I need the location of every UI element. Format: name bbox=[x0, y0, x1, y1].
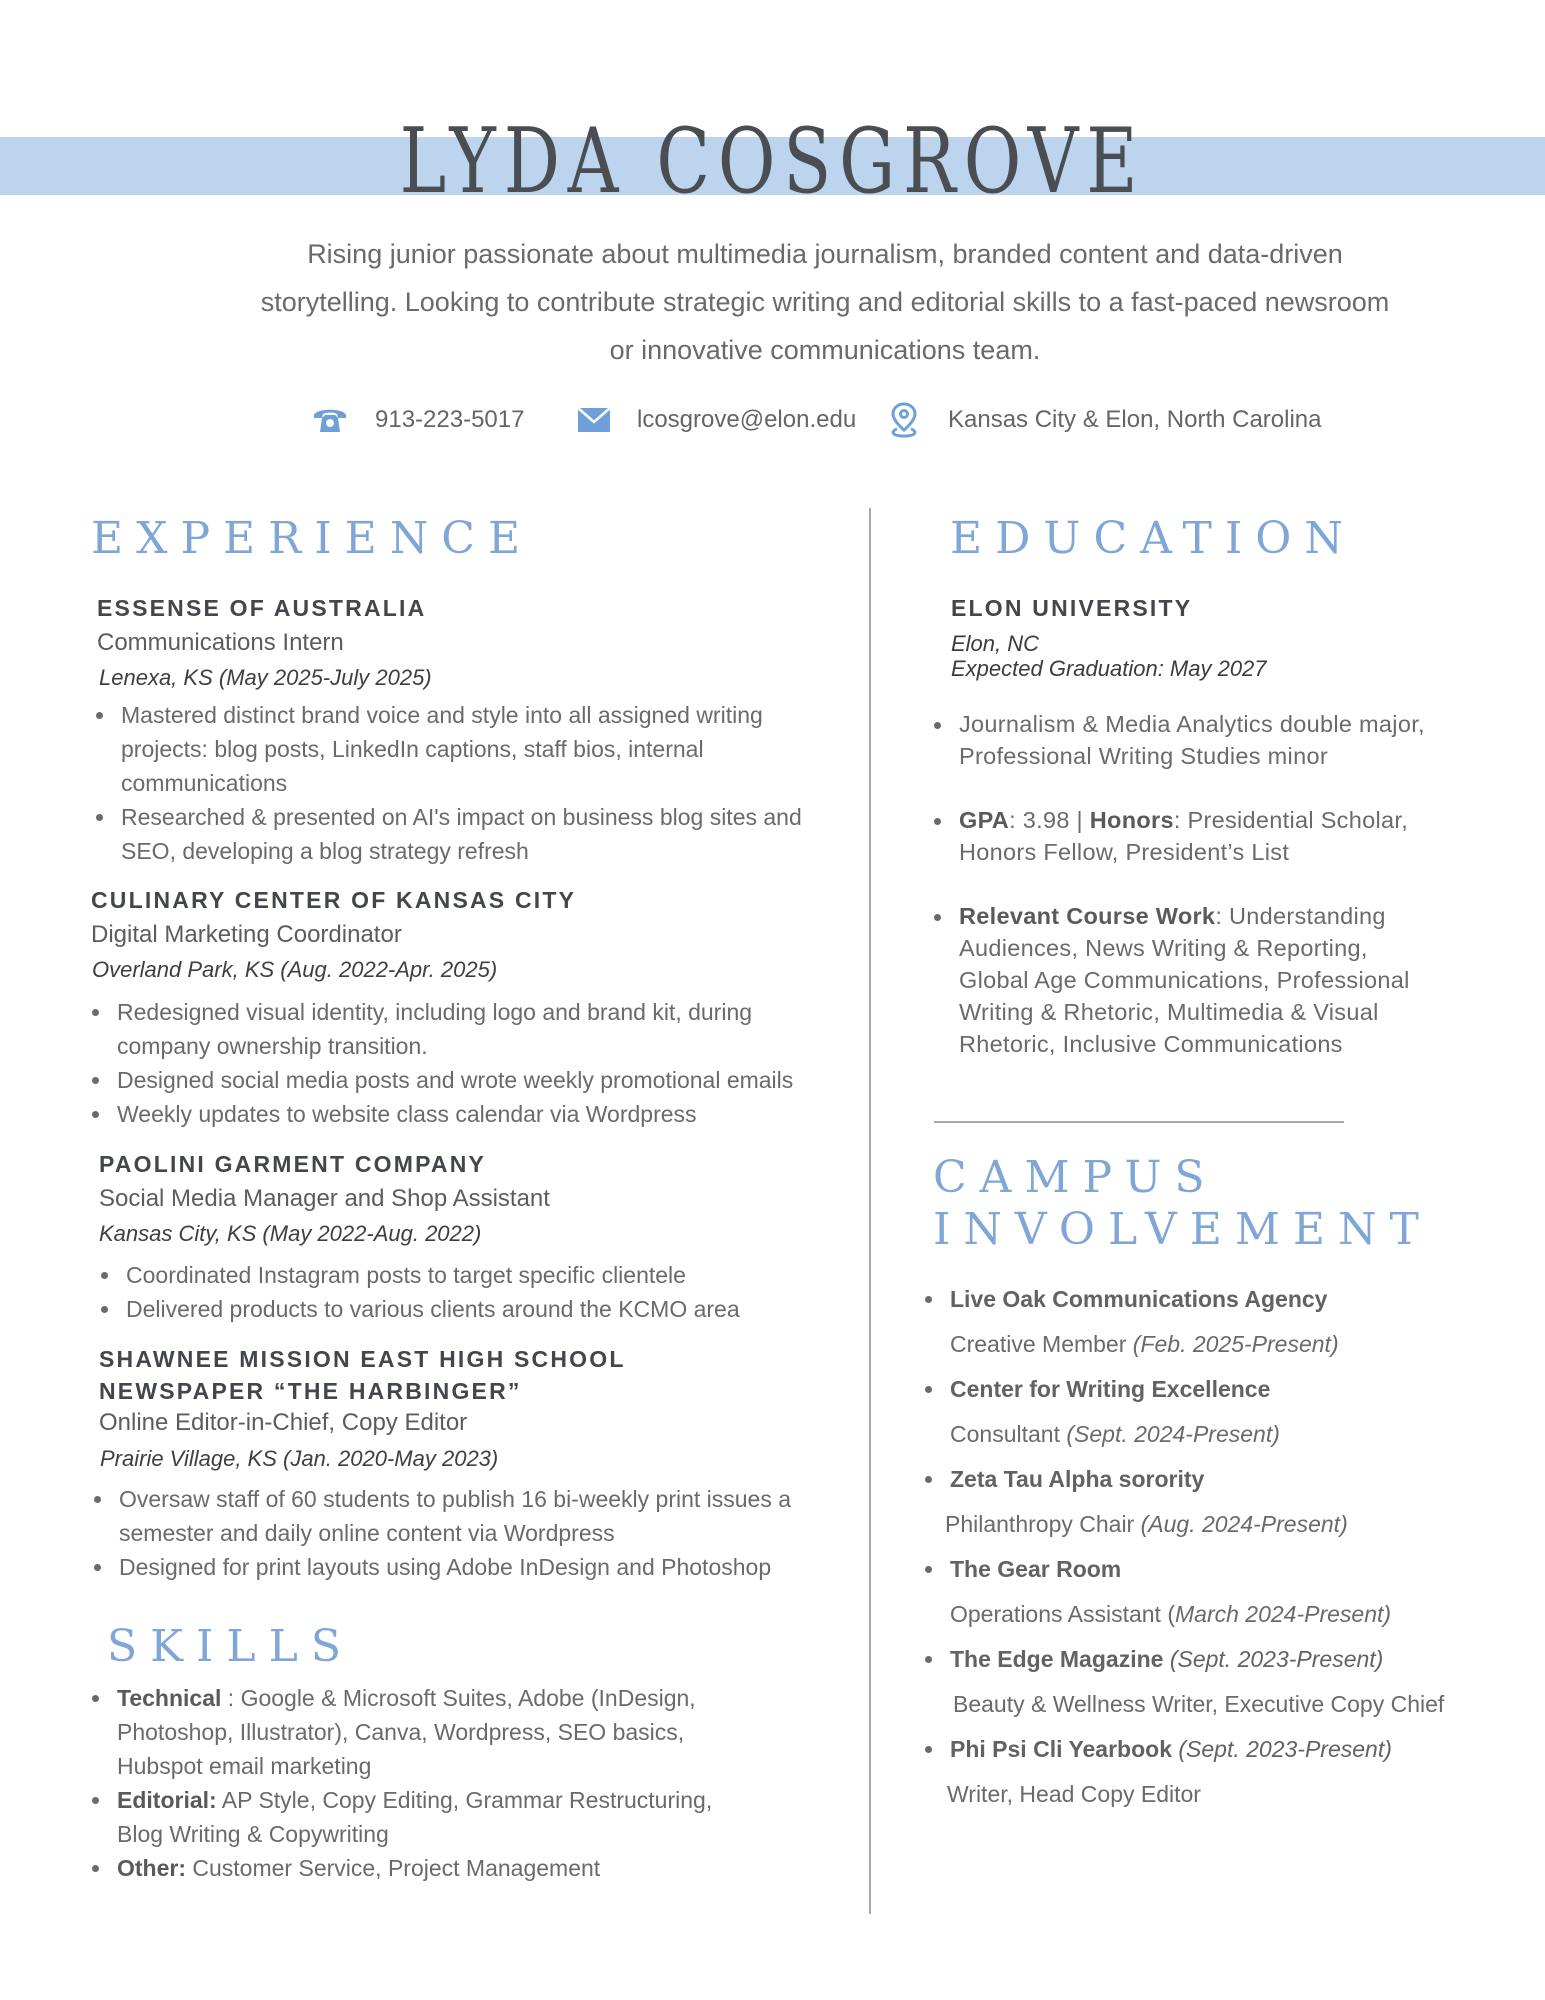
campus-org-name: The Edge Magazine bbox=[950, 1646, 1164, 1672]
list-item: Redesigned visual identity, including logo and brand kit, during company ownership transition. bbox=[117, 995, 837, 1063]
gpa-label: GPA bbox=[959, 807, 1010, 833]
campus-item bbox=[950, 1552, 1490, 1631]
education-bullets bbox=[959, 708, 1429, 1060]
campus-item bbox=[950, 1372, 1490, 1451]
location-pin-icon bbox=[884, 400, 924, 440]
list-item: Coordinated Instagram posts to target specific clientele bbox=[126, 1258, 826, 1292]
campus-role-date: (Feb. 2025-Present) bbox=[1132, 1331, 1339, 1357]
job-role: Digital Marketing Coordinator bbox=[91, 921, 402, 948]
campus-heading-line1: CAMPUS bbox=[933, 1152, 1218, 1203]
campus-org-name: The Gear Room bbox=[950, 1556, 1122, 1582]
campus-item bbox=[945, 1462, 1490, 1541]
campus-item bbox=[947, 1732, 1490, 1811]
campus-org-date: (Sept. 2023-Present) bbox=[1172, 1736, 1392, 1762]
list-item: Delivered products to various clients around the KCMO area bbox=[126, 1292, 826, 1326]
job-location: Kansas City, KS (May 2022-Aug. 2022) bbox=[99, 1221, 482, 1246]
list-item: Weekly updates to website class calendar via Wordpress bbox=[117, 1097, 837, 1131]
coursework-value: : Understanding Audiences, News Writing & Reporting, Global Age Communications, Professional Writing & Rhetoric, Multimedia & Visual Rhetoric, Inclusive Communications bbox=[959, 903, 1410, 1057]
mail-icon bbox=[574, 400, 614, 440]
job-org: PAOLINI GARMENT COMPANY bbox=[99, 1151, 487, 1177]
job-bullets bbox=[119, 1482, 829, 1584]
job-org: ESSENSE OF AUSTRALIA bbox=[97, 595, 427, 621]
skill-label: Editorial: bbox=[117, 1787, 217, 1813]
campus-org-name: Center for Writing Excellence bbox=[950, 1376, 1271, 1402]
campus-role bbox=[950, 1597, 1490, 1631]
list-item: Mastered distinct brand voice and style into all assigned writing projects: blog posts, LinkedIn captions, staff bios, internal communications bbox=[121, 698, 821, 800]
campus-org-name: Phi Psi Cli Yearbook bbox=[950, 1736, 1172, 1762]
list-item: Oversaw staff of 60 students to publish 16 bi-weekly print issues a semester and daily online content via Wordpress bbox=[119, 1482, 829, 1550]
campus-org bbox=[950, 1642, 1490, 1676]
skill-item bbox=[117, 1783, 757, 1851]
campus-org-date: (Sept. 2023-Present) bbox=[1163, 1646, 1384, 1672]
list-item: Designed social media posts and wrote weekly promotional emails bbox=[117, 1063, 837, 1097]
honors-label: Honors bbox=[1089, 807, 1174, 833]
job-location: Prairie Village, KS (Jan. 2020-May 2023) bbox=[100, 1446, 499, 1471]
school-name: ELON UNIVERSITY bbox=[951, 595, 1193, 621]
location-text: Kansas City & Elon, North Carolina bbox=[948, 406, 1322, 433]
skills-list bbox=[117, 1681, 757, 1885]
campus-role bbox=[953, 1687, 1490, 1721]
email-address[interactable]: lcosgrove@elon.edu bbox=[637, 406, 857, 433]
campus-role-date: (Sept. 2024-Present) bbox=[1066, 1421, 1280, 1447]
campus-org bbox=[950, 1282, 1490, 1316]
skill-text: Customer Service, Project Management bbox=[192, 1855, 601, 1881]
skill-text: Google & Microsoft Suites, Adobe (InDesign, Photoshop, Illustrator), Canva, Wordpress, SEO basics, Hubspot email marketing bbox=[117, 1685, 696, 1779]
experience-heading: EXPERIENCE bbox=[91, 513, 534, 564]
skill-item bbox=[117, 1851, 757, 1885]
campus-role bbox=[950, 1327, 1490, 1361]
coursework-item bbox=[959, 900, 1429, 1060]
campus-role-date: (Aug. 2024-Present) bbox=[1140, 1511, 1348, 1537]
campus-role-text: Beauty & Wellness Writer, Executive Copy Chief bbox=[953, 1691, 1445, 1717]
honors-value: : Presidential Scholar, Honors Fellow, President’s List bbox=[959, 807, 1409, 865]
campus-role-text: Philanthropy Chair bbox=[945, 1511, 1141, 1537]
job-role: Online Editor-in-Chief, Copy Editor bbox=[99, 1409, 468, 1436]
job-location: Overland Park, KS (Aug. 2022-Apr. 2025) bbox=[92, 957, 498, 982]
education-heading: EDUCATION bbox=[950, 513, 1356, 564]
contact-phone bbox=[310, 400, 524, 440]
campus-role-text: Writer, Head Copy Editor bbox=[947, 1781, 1201, 1807]
job-role: Communications Intern bbox=[97, 629, 344, 656]
campus-role-date: March 2024-Present) bbox=[1175, 1601, 1392, 1627]
job-bullets bbox=[117, 995, 837, 1131]
job-role: Social Media Manager and Shop Assistant bbox=[99, 1185, 550, 1212]
campus-role bbox=[950, 1417, 1490, 1451]
campus-org bbox=[950, 1462, 1490, 1496]
school-location: Elon, NC bbox=[951, 631, 1040, 656]
campus-role bbox=[947, 1777, 1490, 1811]
campus-org bbox=[950, 1552, 1490, 1586]
campus-org bbox=[950, 1732, 1490, 1766]
campus-list bbox=[945, 1282, 1490, 1822]
gpa-value: : 3.98 | bbox=[1009, 807, 1090, 833]
job-org-line2: NEWSPAPER “THE HARBINGER” bbox=[99, 1378, 522, 1404]
section-divider bbox=[934, 1121, 1344, 1123]
skill-text: AP Style, Copy Editing, Grammar Restructuring, Blog Writing & Copywriting bbox=[117, 1787, 713, 1847]
job-location: Lenexa, KS (May 2025-July 2025) bbox=[99, 665, 432, 690]
column-divider bbox=[869, 508, 871, 1914]
job-org: CULINARY CENTER OF KANSAS CITY bbox=[91, 887, 577, 913]
contact-email bbox=[574, 400, 856, 440]
skills-heading: SKILLS bbox=[107, 1621, 354, 1672]
list-item: Researched & presented on AI's impact on business blog sites and SEO, developing a blog strategy refresh bbox=[121, 800, 821, 868]
job-org-line1: SHAWNEE MISSION EAST HIGH SCHOOL bbox=[99, 1346, 626, 1372]
campus-item bbox=[950, 1282, 1490, 1361]
campus-role-text: Creative Member bbox=[950, 1331, 1133, 1357]
campus-org bbox=[950, 1372, 1490, 1406]
job-bullets bbox=[121, 698, 821, 868]
degree-item: Journalism & Media Analytics double major, Professional Writing Studies minor bbox=[959, 708, 1429, 772]
graduation-date: Expected Graduation: May 2027 bbox=[951, 656, 1267, 681]
campus-role-text: Operations Assistant ( bbox=[950, 1601, 1175, 1627]
phone-icon bbox=[310, 400, 350, 440]
campus-org-name: Zeta Tau Alpha sorority bbox=[950, 1466, 1205, 1492]
summary: Rising junior passionate about multimedia journalism, branded content and data-driven storytelling. Looking to contribute strategic writing and editorial skills to a fast-paced newsroom or innovative communications team. bbox=[260, 239, 1390, 365]
skill-label: Technical bbox=[117, 1685, 222, 1711]
gpa-honors-item bbox=[959, 804, 1429, 868]
campus-heading-line2: INVOLVEMENT bbox=[933, 1204, 1432, 1255]
campus-role-text: Consultant bbox=[950, 1421, 1067, 1447]
candidate-name: LYDA COSGROVE bbox=[399, 109, 1146, 214]
skill-sep: : bbox=[221, 1685, 241, 1711]
coursework-label: Relevant Course Work bbox=[959, 903, 1216, 929]
list-item: Designed for print layouts using Adobe InDesign and Photoshop bbox=[119, 1550, 829, 1584]
campus-item bbox=[950, 1642, 1490, 1721]
contact-row bbox=[0, 400, 1545, 440]
campus-org-name: Live Oak Communications Agency bbox=[950, 1286, 1328, 1312]
skill-item bbox=[117, 1681, 757, 1783]
skill-label: Other: bbox=[117, 1855, 186, 1881]
campus-role bbox=[945, 1507, 1490, 1541]
contact-location bbox=[884, 400, 1322, 440]
job-bullets bbox=[126, 1258, 826, 1326]
phone-number[interactable]: 913-223-5017 bbox=[375, 406, 525, 433]
